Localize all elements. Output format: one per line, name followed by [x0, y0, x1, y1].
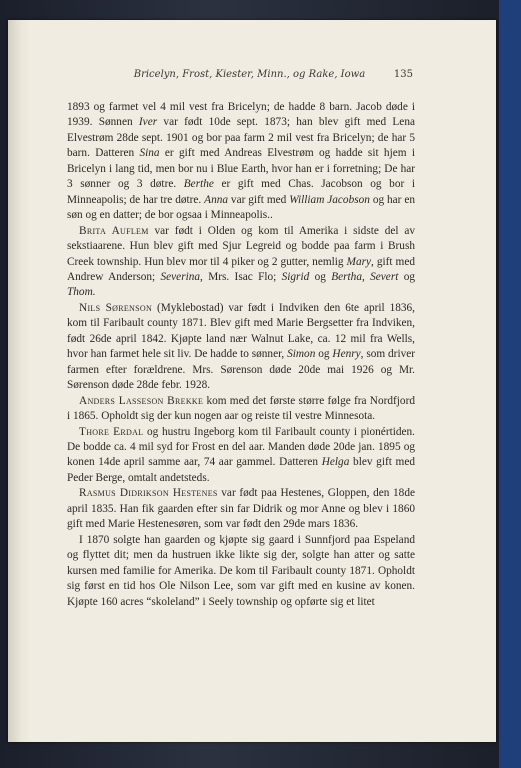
italic-name: Simon: [287, 348, 316, 361]
person-name: Brita Auflem: [79, 224, 149, 237]
person-name: Anders Lasseson Brekke: [79, 394, 204, 407]
italic-name: Berthe: [183, 178, 214, 191]
text-run: og: [398, 270, 415, 283]
italic-name: Severina: [160, 270, 201, 283]
person-name: Thore Erdal: [79, 425, 144, 438]
binding-shadow: [8, 20, 30, 742]
running-head: [75, 69, 413, 80]
italic-name: Sigrid: [281, 270, 310, 283]
italic-name: Mary: [346, 255, 372, 268]
italic-name: Anna: [204, 193, 229, 206]
text-run: og: [315, 348, 333, 361]
body-text: [67, 100, 415, 610]
text-run: , gift med Andrew Anderson;: [67, 255, 415, 283]
text-run: var gift med: [228, 193, 290, 206]
text-run: var født paa Hestenes, Gloppen, den 18de april 1835. Han fik gaarden efter sin far Didrik og mor Anne og blev i 1860 gift med Marie Hestenesøren, som var født den 29de mars 1836.: [67, 487, 415, 531]
person-name: Nils Sørenson: [79, 301, 153, 314]
text-run: og har en søn og en datter; de bor ogsaa i Minneapolis..: [67, 193, 416, 222]
paragraph: [67, 533, 415, 610]
text-run: kom med det første større følge fra Nordfjord i 1865. Opholdt sig der kun nogen aar og reiste til vestre Minnesota.: [67, 394, 415, 423]
paragraph: [67, 486, 415, 532]
italic-name: Iver: [138, 116, 158, 129]
italic-name: Sina: [139, 147, 160, 160]
text-run: var født 10de sept. 1873; han blev gift med Lena Elvestrøm 28de sept. 1901 og bor paa farm 2 mil vest fra Bricelyn; de har 5 barn. Datteren: [67, 116, 415, 160]
text-run: var født i Olden og kom til Amerika i sidste del av sekstiaarene. Hun blev gift med Sjur Legreid og bodde paa farm i Brush Creek township. Hun blev mor til 4 piker og 2 gutter, nemlig: [67, 224, 415, 268]
paragraph: [67, 301, 415, 394]
text-run: er gift med Andreas Elvestrøm og hadde sit hjem i Bricelyn i lang tid, men bor nu i Blue Earth, hvor han er i forretning; De har 3 sønner og 3 døtre.: [67, 147, 415, 191]
person-name: Rasmus Didrikson Hestenes: [79, 487, 218, 500]
italic-name: Bertha, Severt: [331, 270, 399, 283]
text-run: I 1870 solgte han gaarden og kjøpte sig gaard i Sunnfjord paa Espeland og flyttet dit; men da hustruen ikke likte sig der, solgte han atter og satte kursen med familie for Amerika. De kom til Faribault county 1871. Opholdt sig først en tid hos Ole Nilson Lee, som var gift med en kusine av konen. Kjøpte 160 acres “skoleland” i Seely township og opførte sig et litet: [67, 533, 415, 608]
italic-name: Henry: [332, 348, 361, 361]
running-title: Bricelyn, Frost, Kiester, Minn., og Rake, Iowa: [133, 69, 366, 80]
paragraph: [67, 394, 415, 425]
text-run: (Myklebostad) var født i Indviken den 6te april 1836, kom til Faribault county 1871. Blev gift med Marie Bergsetter fra Indviken, født 26de april 1842. Kjøpte land nær Walnut Lake, ca. 12 mil fra Wells, hvor han farmet hele sit liv. De hadde to sønner,: [67, 301, 415, 361]
italic-name: Helga: [321, 456, 350, 469]
italic-name: Thom.: [67, 286, 96, 299]
italic-name: William Jacobson: [289, 193, 370, 206]
text-run: er gift med Chas. Jacobson og bor i Minneapolis; de har tre døtre.: [67, 178, 415, 206]
text-run: 1893 og farmet vel 4 mil vest fra Bricelyn; de hadde 8 barn. Jacob døde i 1939. Sønnen: [67, 101, 415, 129]
page-number: 135: [393, 69, 413, 80]
paragraph: [67, 100, 415, 224]
text-run: og hustru Ingeborg kom til Faribault county i pionértiden. De bodde ca. 4 mil syd for Frost en del aar. Manden døde 20de jan. 1895 og konen 14de april samme aar, 74 aar gammel. Datteren: [67, 425, 415, 469]
cover-edge: [499, 0, 521, 768]
text-run: og: [309, 270, 332, 283]
text-run: blev gift med Peder Berge, omtalt andetsteds.: [67, 456, 415, 484]
paragraph: [67, 224, 415, 301]
text-run: , som driver farmen efter forældrene. Mrs. Sørenson døde 20de mai 1926 og Mr. Sørenson døde 28de febr. 1928.: [67, 348, 416, 392]
paragraph: [67, 425, 415, 487]
text-run: , Mrs. Isac Flo;: [200, 270, 282, 283]
